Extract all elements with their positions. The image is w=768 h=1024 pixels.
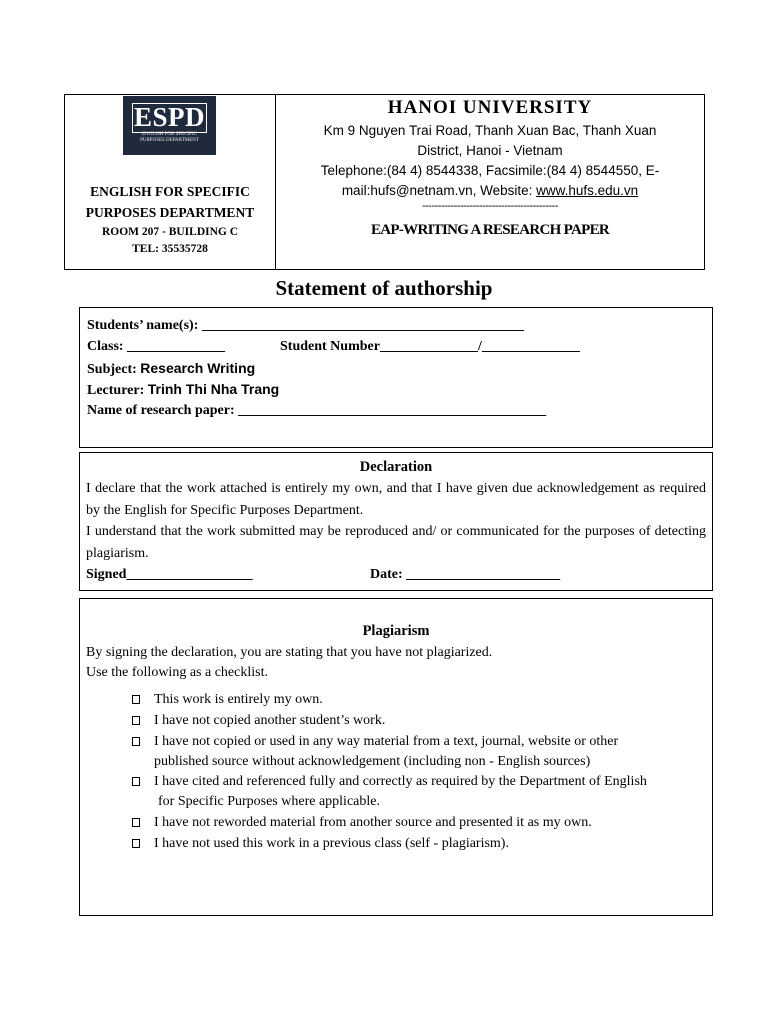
checklist-item xyxy=(128,772,708,812)
checkbox-icon[interactable] xyxy=(132,737,140,746)
checklist-item-text: I have not reworded material from another source and presented it as my own. xyxy=(154,815,592,831)
contact-line1: Telephone:(84 4) 8544338, Facsimile:(84 4) 8544550, E- xyxy=(320,163,660,178)
students-names-field[interactable]: Students’ name(s): ______________________________________________ xyxy=(87,318,524,333)
espd-logo xyxy=(123,96,216,155)
student-info-box xyxy=(79,307,713,448)
address-line1: Km 9 Nguyen Trai Road, Thanh Xuan Bac, Thanh Xuan xyxy=(323,123,657,138)
checkbox-icon[interactable] xyxy=(132,695,140,704)
subject-label: Subject: xyxy=(87,362,141,377)
website-link[interactable]: www.hufs.edu.vn xyxy=(536,183,639,198)
logo-subtitle: ENGLISH FOR SPECIFIC PURPOSES DEPARTMENT xyxy=(140,132,199,143)
declaration-title: Declaration xyxy=(359,459,433,475)
checkbox-icon[interactable] xyxy=(132,716,140,725)
plagiarism-intro-1: By signing the declaration, you are stating that you have not plagiarized. xyxy=(86,645,493,660)
declaration-box xyxy=(79,452,713,591)
contact-email: mail:hufs@netnam.vn, Website: xyxy=(341,183,537,198)
contact-line2 xyxy=(276,181,704,201)
checkbox-icon[interactable] xyxy=(132,777,140,786)
subject-value: Research Writing xyxy=(140,360,256,376)
department-room: ROOM 207 - BUILDING C xyxy=(101,226,239,238)
checklist-item-text-cont: for Specific Purposes where applicable. xyxy=(158,794,380,810)
checklist-item xyxy=(128,690,708,710)
university-name: HANOI UNIVERSITY xyxy=(387,97,593,118)
course-title: EAP-WRITING A RESEARCH PAPER xyxy=(370,222,610,238)
plagiarism-intro-2: Use the following as a checklist. xyxy=(86,665,268,680)
checklist-item-text: This work is entirely my own. xyxy=(154,692,323,707)
department-name-line2: PURPOSES DEPARTMENT xyxy=(85,205,255,220)
lecturer-field xyxy=(87,379,279,401)
lecturer-label: Lecturer: xyxy=(87,383,148,398)
subject-field xyxy=(87,358,255,380)
checklist-item xyxy=(128,834,708,854)
university-cell xyxy=(276,95,704,269)
checklist-item-text-cont: published source without acknowledgement (including non - English sources) xyxy=(154,753,591,769)
checkbox-icon[interactable] xyxy=(132,839,140,848)
checklist-item xyxy=(128,813,708,833)
paper-name-field[interactable]: Name of research paper: ____________________________________________ xyxy=(87,403,547,418)
checkbox-icon[interactable] xyxy=(132,818,140,827)
checklist-item-text: I have not copied or used in any way material from a text, journal, website or other xyxy=(154,733,619,749)
plagiarism-box xyxy=(79,598,713,916)
department-tel: TEL: 35535728 xyxy=(132,243,208,255)
date-field[interactable]: Date: ______________________ xyxy=(370,567,561,582)
signature-field[interactable]: Signed__________________ xyxy=(86,567,253,582)
department-cell xyxy=(65,95,276,269)
declaration-paragraph-1: I declare that the work attached is entirely my own, and that I have given due acknowledgement as required by the English for Specific Purposes Department. xyxy=(86,481,706,518)
declaration-paragraph-2: I understand that the work submitted may be reproduced and/ or communicated for the purposes of detecting plagiarism. xyxy=(86,524,706,561)
lecturer-value: Trinh Thi Nha Trang xyxy=(147,381,280,397)
student-number-field[interactable]: Student Number______________/______________ xyxy=(280,339,580,354)
plagiarism-title: Plagiarism xyxy=(362,623,430,639)
checklist-item xyxy=(128,732,708,772)
checklist-item-text: I have not used this work in a previous class (self - plagiarism). xyxy=(154,835,509,851)
page-title: Statement of authorship xyxy=(275,276,493,300)
divider-line: ------------------------------------------- xyxy=(421,200,558,212)
checklist-item-text: I have not copied another student’s work. xyxy=(154,712,386,728)
checklist-item-text: I have cited and referenced fully and correctly as required by the Department of English xyxy=(154,774,647,790)
plagiarism-checklist xyxy=(128,690,708,855)
letterhead-table xyxy=(64,94,705,270)
department-name xyxy=(65,181,275,223)
logo-text: ESPD xyxy=(133,102,206,132)
address-line2: District, Hanoi - Vietnam xyxy=(417,143,563,158)
class-field[interactable]: Class: ______________ xyxy=(87,339,226,354)
checklist-item xyxy=(128,711,708,731)
department-name-line1: ENGLISH FOR SPECIFIC xyxy=(90,184,250,199)
